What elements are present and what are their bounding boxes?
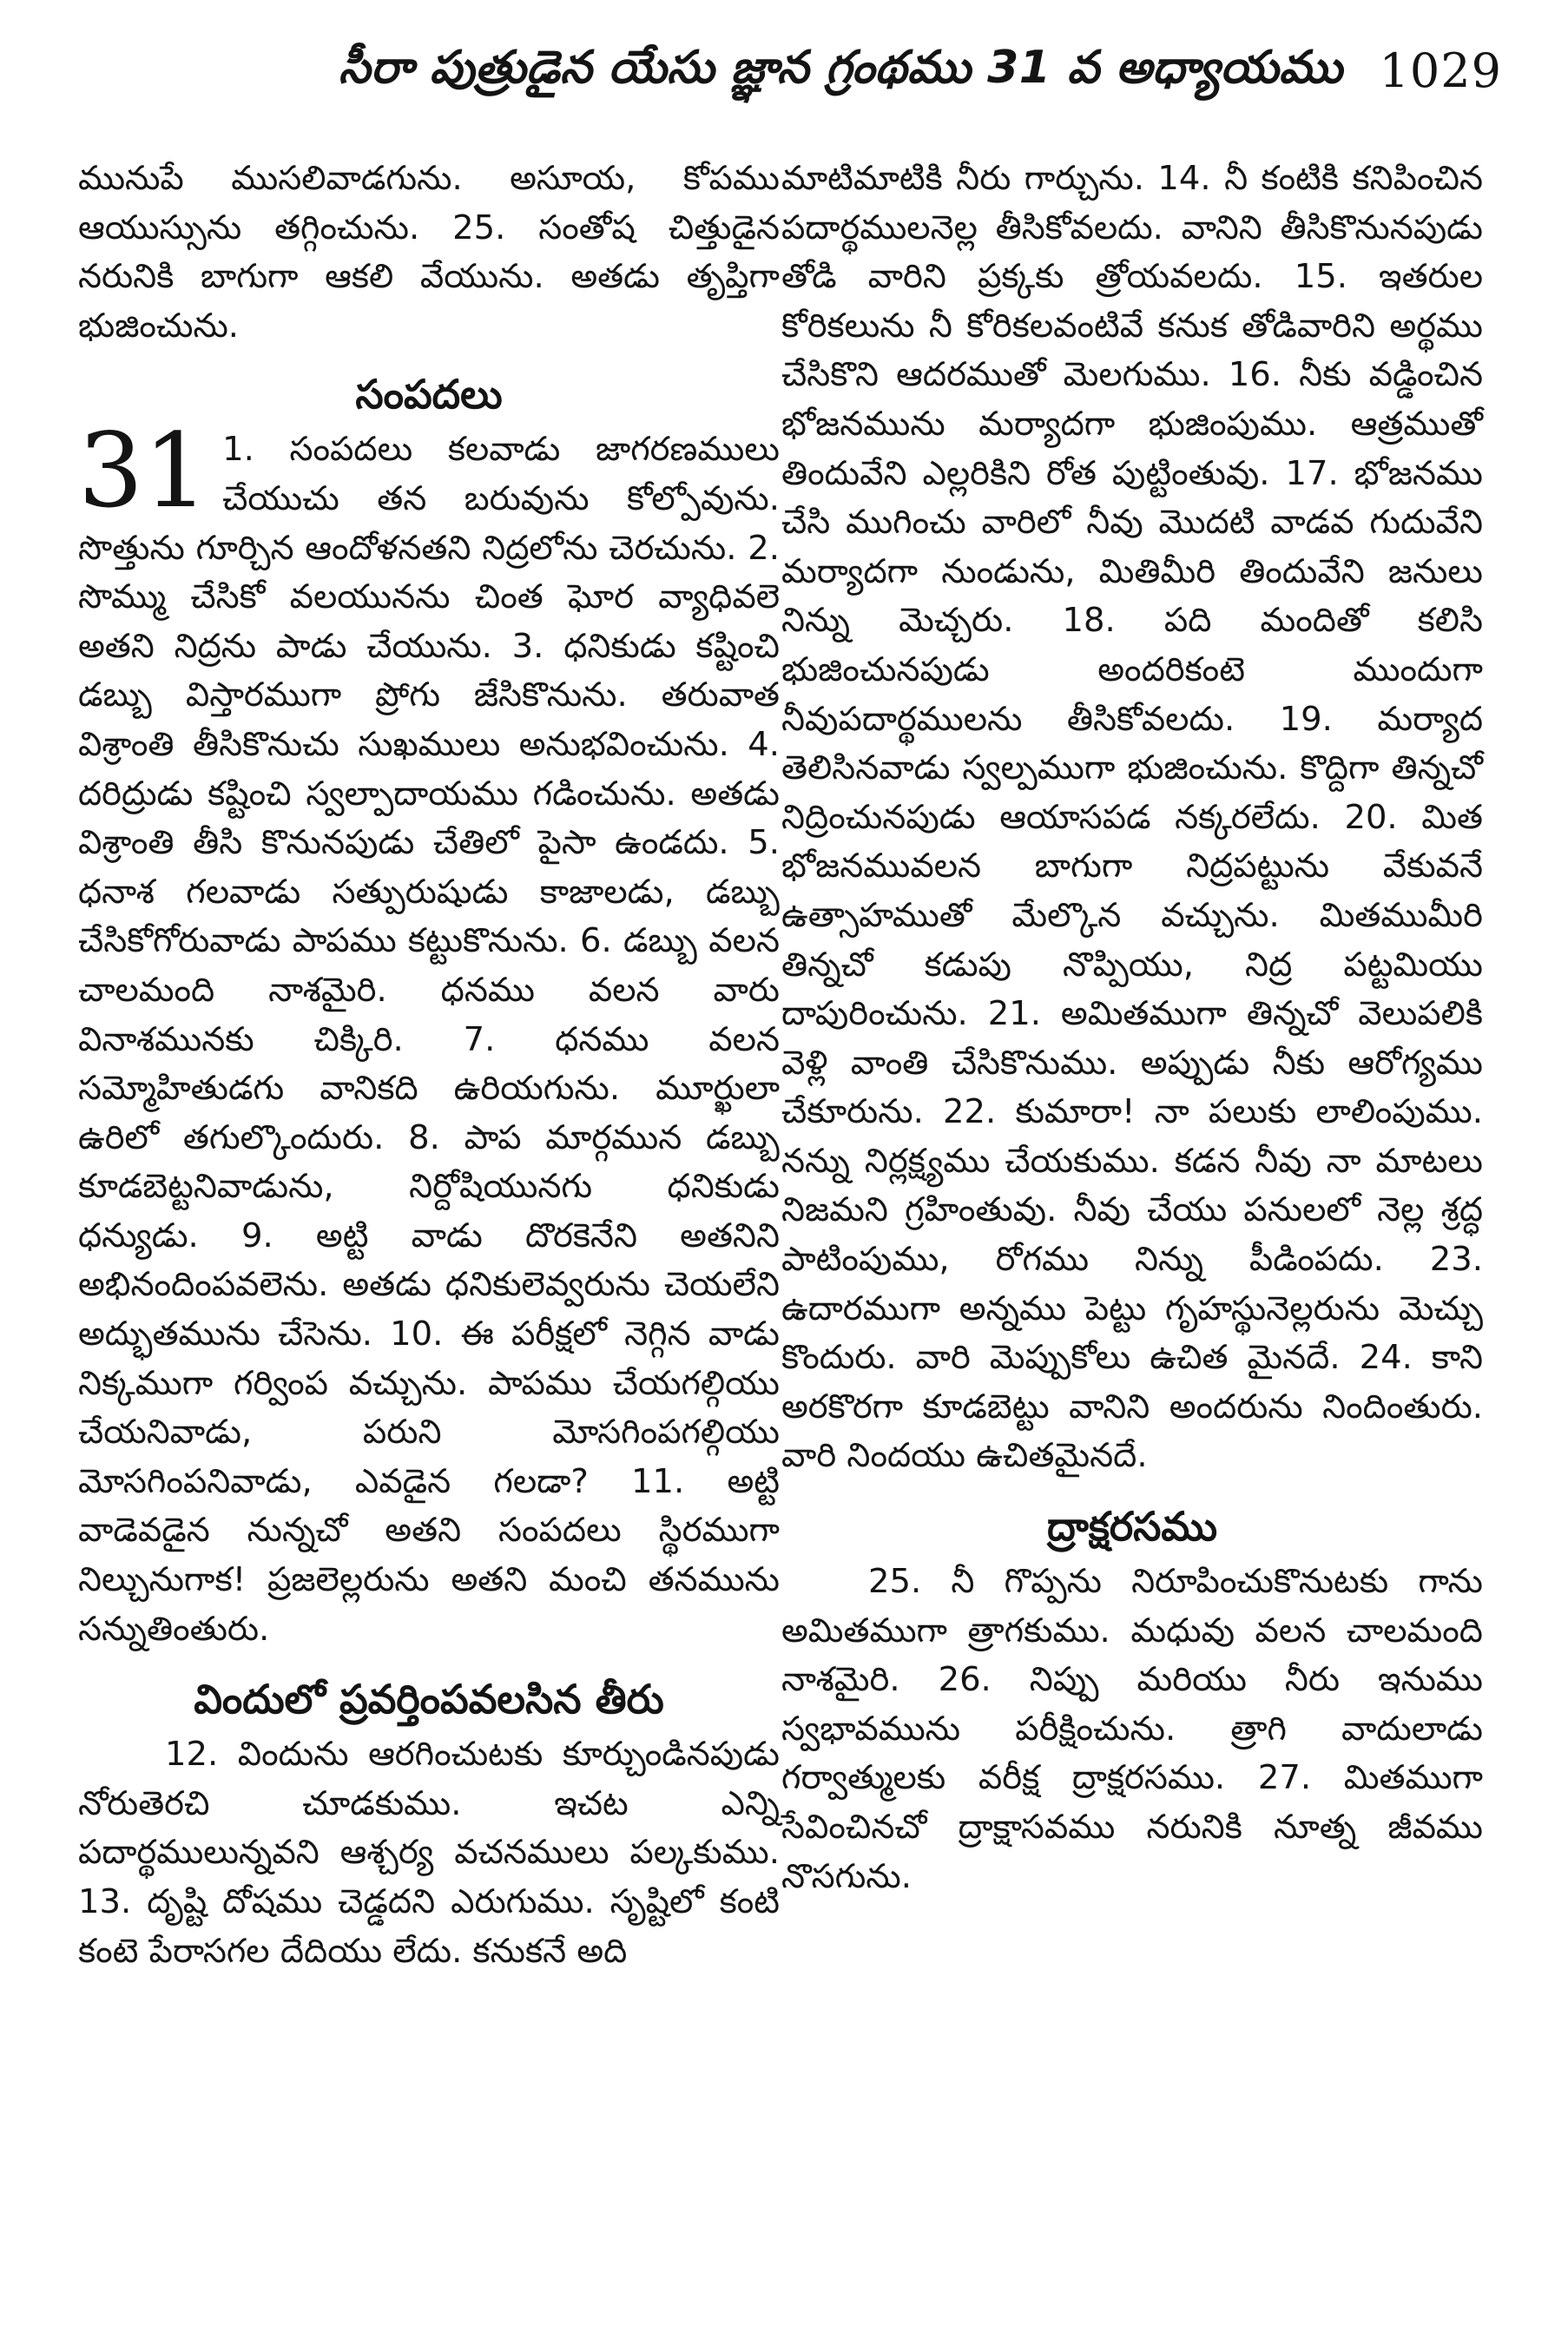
continuation-paragraph: మునుపే ముసలివాడగును. అసూయ, కోపము ఆయుస్సును తగ్గించును. 25. సంతోష చిత్తుడైన నరునికి బాగుగా ఆకలి వేయును. అతడు తృప్తిగా భుజించును. bbox=[78, 159, 780, 346]
left-column bbox=[78, 155, 780, 1976]
section-heading-wealth: సంపదలు bbox=[355, 371, 503, 418]
chapter-opening bbox=[78, 411, 780, 1654]
right-column bbox=[781, 155, 1483, 1901]
chapter-number: 31 bbox=[78, 411, 209, 531]
page-header bbox=[78, 33, 1502, 111]
continuation-paragraph-right: మాటిమాటికి నీరు గార్చును. 14. నీ కంటికి కనిపించిన పదార్థములనెల్ల తీసికోవలదు. వానిని తీసికొనునపుడు తోడి వారిని ప్రక్కకు త్రోయవలదు. 15. ఇతరుల కోరికలును నీ కోరికలవంటివే కనుక తోడివారిని అర్థము చేసికొని ఆదరముతో మెలగుము. 16. నీకు వడ్డించిన భోజనమును మర్యాదగా భుజింపుము. ఆత్రముతో తిందువేని ఎల్లరికిని రోత పుట్టింతువు. 17. భోజనము చేసి ముగించు వారిలో నీవు మొదటి వాడవ గుదువేని మర్యాదగా నుండును, మితిమీరి తిందువేని జనులు నిన్ను మెచ్చరు. 18. పది మందితో కలిసి భుజించునపుడు అందరికంటె ముందుగా నీవుపదార్థములను తీసికోవలదు. 19. మర్యాద తెలిసినవాడు స్వల్పముగా భుజించును. కొద్దిగా తిన్నచో నిద్రించునపుడు ఆయాసపడ నక్కరలేదు. 20. మిత భోజనమువలన బాగుగా నిద్రపట్టును వేకువనే ఉత్సాహముతో మేల్కొన వచ్చును. మితముమీరి తిన్నచో కడుపు నొప్పియు, నిద్ర పట్టమియు దాపురించును. 21. అమితముగా తిన్నచో వెలుపలికి వెళ్లి వాంతి చేసికొనుము. అప్పుడు నీకు ఆరోగ్యము చేకూరును. 22. కుమారా! నా పలుకు లాలింపుము. నన్ను నిర్లక్ష్యము చేయకుము. కడన నీవు నా మాటలు నిజమని గ్రహింతువు. నీవు చేయు పనులలో నెల్ల శ్రద్ధ పాటింపుము, రోగము నిన్ను పీడింపదు. 23. ఉదారముగా అన్నము పెట్టు గృహస్థునెల్లరును మెచ్చు కొందురు. వారి మెప్పుకోలు ఉచిత మైనదే. 24. కాని అరకొరగా కూడబెట్టు వానిని అందరును నిందింతురు. వారి నిందయు ఉచితమైనదే. bbox=[781, 159, 1483, 1476]
page-number: 1029 bbox=[1379, 43, 1502, 98]
running-title: సీరా పుత్రుడైన యేసు జ్ఞాన గ్రంథము 31 వ అధ్యాయము bbox=[339, 42, 1343, 94]
wine-paragraph: 25. నీ గొప్పను నిరూపించుకొనుటకు గాను అమితముగా త్రాగకుము. మధువు వలన చాలమంది నాశమైరి. 26. నిప్పు మరియు నీరు ఇనుము స్వభావమును పరీక్షించును. త్రాగి వాదులాడు గర్వాత్ములకు వరీక్ష ద్రాక్షరసము. 27. మితముగా సేవించినచో ద్రాక్షాసవము నరునికి నూత్న జీవము నొసగును. bbox=[781, 1562, 1483, 1896]
banquet-paragraph: 12. విందును ఆరగించుటకు కూర్చుండినపుడు నోరుతెరచి చూడకుము. ఇచట ఎన్ని పదార్థములున్నవని ఆశ్చర్య వచనములు పల్కకుము. 13. దృష్టి దోషము చెడ్డదని ఎరుగుము. సృష్టిలో కంటి కంటె పేరాసగల దేదియు లేదు. కనుకనే అది bbox=[78, 1735, 780, 1971]
section-heading-banquet-conduct: విందులో ప్రవర్తింపవలసిన తీరు bbox=[194, 1676, 664, 1723]
section-heading-wine: ద్రాక్షరసము bbox=[1046, 1503, 1217, 1551]
chapter-paragraph: 1. సంపదలు కలవాడు జాగరణములు చేయుచు తన బరువును కోల్పోవును. సొత్తును గూర్చిన ఆందోళనతని నిద్రలోను చెరచును. 2. సొమ్ము చేసికో వలయునను చింత ఘోర వ్యాధివలె అతని నిద్రను పాడు చేయును. 3. ధనికుడు కష్టించి డబ్బు విస్తారముగా ప్రోగు జేసికొనును. తరువాత విశ్రాంతి తీసికొనుచు సుఖములు అనుభవించును. 4. దరిద్రుడు కష్టించి స్వల్పాదాయము గడించును. అతడు విశ్రాంతి తీసి కొనునపుడు చేతిలో పైసా ఉండదు. 5. ధనాశ గలవాడు సత్పురుషుడు కాజాలడు, డబ్బు చేసికోగోరువాడు పాపము కట్టుకొనును. 6. డబ్బు వలన చాలమంది నాశమైరి. ధనము వలన వారు వినాశమునకు చిక్కిరి. 7. ధనము వలన సమ్మోహితుడగు వానికది ఉరియగును. మూర్ఖులా ఉరిలో తగుల్కొందురు. 8. పాప మార్గమున డబ్బు కూడబెట్టనివాడును, నిర్దోషియునగు ధనికుడు ధన్యుడు. 9. అట్టి వాడు దొరకెనేని అతనిని అభినందింపవలెను. అతడు ధనికులెవ్వరును చెయలేని అద్భుతమును చేసెను. 10. ఈ పరీక్షలో నెగ్గిన వాడు నిక్కముగా గర్వింప వచ్చును. పాపము చేయగల్గియు చేయనివాడు, పరుని మోసగింపగల్గియు మోసగింపనివాడు, ఎవడైన గలడా? 11. అట్టి వాడెవడైన నున్నచో అతని సంపదలు స్థిరముగా నిల్చునుగాక! ప్రజలెల్లరును అతని మంచి తనమును సన్నుతింతురు. bbox=[78, 430, 780, 1649]
